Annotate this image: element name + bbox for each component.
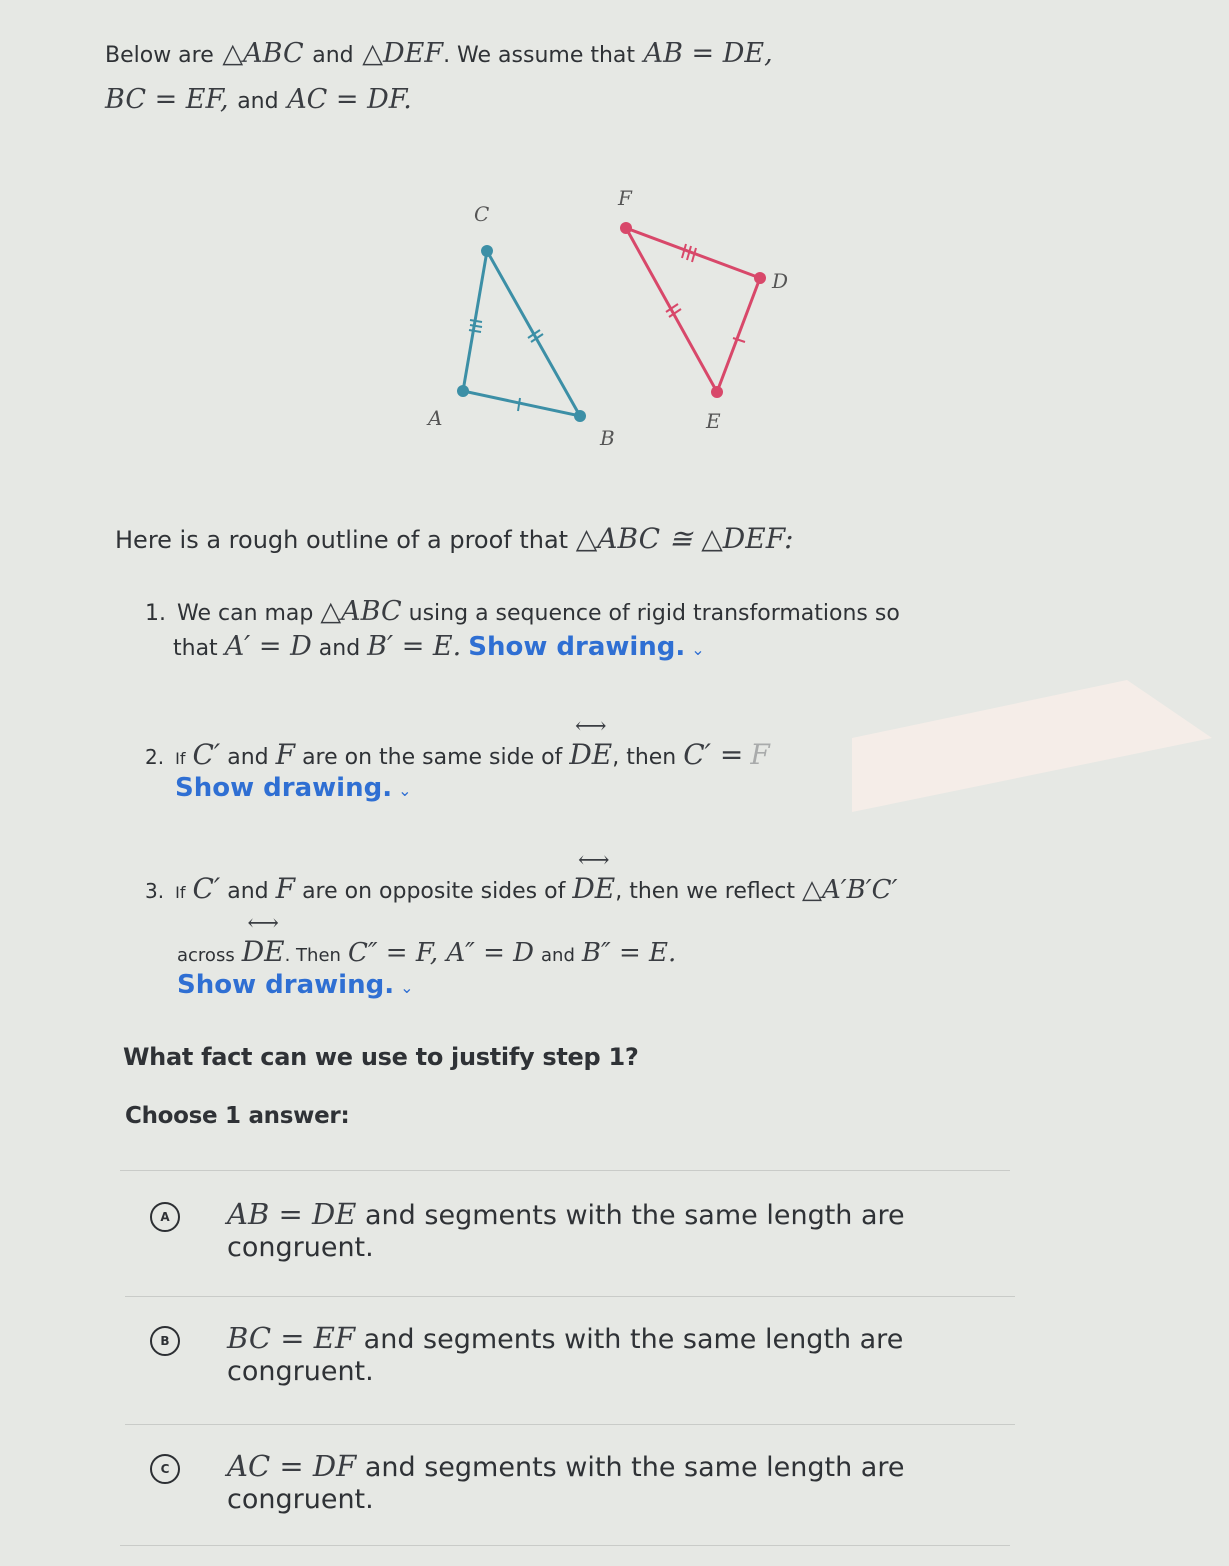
answer-choice-a[interactable]	[150, 1198, 990, 1288]
step-3-if: If	[175, 883, 186, 902]
triangle-def-sides	[626, 228, 760, 392]
choice-a-text-2: congruent.	[227, 1232, 374, 1263]
label-f: F	[618, 186, 632, 210]
step-2-show-drawing-label: Show drawing.	[175, 773, 393, 803]
label-e: E	[706, 409, 721, 433]
choice-divider	[125, 1424, 1015, 1425]
step-1-number: 1.	[145, 601, 166, 626]
step-3-triangle-prime: △A′B′C′	[802, 875, 898, 905]
step-1-show-drawing-button[interactable]	[468, 632, 704, 662]
intro-line-2	[105, 78, 1005, 124]
step-1-text-d: and	[318, 636, 361, 661]
point-a	[457, 385, 469, 397]
step-2-and: and	[227, 745, 269, 770]
point-d	[754, 272, 766, 284]
answer-choice-b-text	[227, 1322, 977, 1388]
intro-line-1	[105, 32, 1005, 78]
intro-eq-ab-de: AB = DE,	[643, 38, 773, 69]
intro-and: and	[312, 43, 354, 68]
step-2-text-c: , then	[612, 745, 677, 770]
proof-step-1	[145, 596, 1025, 662]
radio-a[interactable]	[150, 1202, 180, 1232]
step-3-show-drawing-button[interactable]	[177, 970, 413, 1000]
answer-choice-b[interactable]	[150, 1322, 990, 1412]
triangles-diagram	[400, 180, 840, 470]
radio-b[interactable]	[150, 1326, 180, 1356]
intro-below-are: Below are	[105, 43, 214, 68]
intro-we-assume: . We assume that	[443, 43, 636, 68]
proof-step-3	[145, 872, 1025, 1000]
step-2-f-result: F	[750, 738, 770, 771]
answer-choice-c-text	[227, 1450, 977, 1516]
step-3-text-c: , then we reflect	[615, 879, 795, 904]
step-1-text-b: using a sequence of rigid transformations so	[408, 601, 900, 626]
choice-divider	[120, 1545, 1010, 1546]
step-2-line-de: ⟷ DE	[569, 738, 612, 771]
choice-a-text: and segments with the same length are	[365, 1200, 905, 1231]
intro-and-2: and	[237, 89, 279, 114]
step-3-and: and	[227, 879, 269, 904]
step-3-then: . Then	[284, 945, 341, 966]
point-c	[481, 245, 493, 257]
step-2-if: If	[175, 749, 186, 768]
step-2-number: 2.	[145, 745, 165, 769]
label-c: C	[474, 202, 490, 226]
choice-b-text-2: congruent.	[227, 1356, 374, 1387]
triangle-abc-sides	[463, 251, 580, 416]
step-2-c-prime: C′	[192, 738, 221, 771]
intro-eq-ac-df: AC = DF.	[287, 84, 412, 115]
step-3-double-prime-eqs: C″ = F, A″ = D	[347, 938, 535, 968]
choose-instruction: Choose 1 answer:	[125, 1103, 350, 1129]
step-3-and-2: and	[541, 945, 575, 966]
outline-text: Here is a rough outline of a proof that	[115, 526, 569, 554]
step-2-f: F	[275, 738, 296, 771]
choice-c-text: and segments with the same length are	[364, 1452, 905, 1483]
point-b	[574, 410, 586, 422]
choice-c-text-2: congruent.	[227, 1484, 374, 1515]
choice-divider	[120, 1170, 1010, 1171]
step-3-show-drawing-label: Show drawing.	[177, 970, 395, 1000]
chevron-down-icon: ⌄	[400, 978, 414, 997]
step-3-c-prime: C′	[192, 872, 221, 905]
step-3-b-double-prime: B″ = E.	[581, 938, 677, 968]
choice-a-math: AB = DE	[227, 1197, 357, 1231]
step-3-line-de-2: ⟷ DE	[242, 935, 285, 968]
choice-b-text: and segments with the same length are	[363, 1324, 904, 1355]
intro-triangle-def: △DEF	[362, 38, 444, 69]
choice-divider	[125, 1296, 1015, 1297]
label-d: D	[772, 269, 789, 293]
intro-text	[105, 32, 1005, 124]
outline-statement: △ABC ≅ △DEF:	[575, 522, 794, 555]
proof-outline-intro	[115, 522, 1015, 555]
step-2-c-prime-eq: C′ =	[683, 738, 744, 771]
step-1-b-prime: B′ = E.	[367, 631, 462, 662]
step-3-line-de: ⟷ DE	[572, 872, 615, 905]
step-1-text-a: We can map	[177, 601, 314, 626]
radio-b-letter: B	[160, 1334, 170, 1348]
step-1-text-c: that	[173, 636, 218, 661]
chevron-down-icon: ⌄	[398, 781, 412, 800]
step-3-f: F	[275, 872, 296, 905]
triangle-abc	[426, 202, 615, 450]
step-3-text-b: are on opposite sides of	[302, 879, 566, 904]
step-1-triangle: △ABC	[320, 596, 402, 627]
radio-c[interactable]	[150, 1454, 180, 1484]
triangle-def	[617, 186, 788, 433]
answer-choice-a-text	[227, 1198, 977, 1264]
screen-glare	[852, 680, 1212, 820]
label-b: B	[600, 426, 615, 450]
step-1-show-drawing-label: Show drawing.	[468, 632, 686, 662]
label-a: A	[428, 406, 443, 430]
intro-eq-bc-ef: BC = EF,	[105, 84, 229, 115]
answer-choice-c[interactable]	[150, 1450, 990, 1540]
step-2-text-b: are on the same side of	[302, 745, 563, 770]
point-f	[620, 222, 632, 234]
step-3-number: 3.	[145, 879, 165, 903]
choice-b-math: BC = EF	[227, 1321, 356, 1355]
step-1-a-prime: A′ = D	[224, 631, 312, 662]
triangles-figure	[400, 180, 840, 470]
choice-c-math: AC = DF	[227, 1449, 357, 1483]
step-2-show-drawing-button[interactable]	[175, 773, 411, 803]
point-e	[711, 386, 723, 398]
step-3-across: across	[177, 945, 235, 966]
radio-a-letter: A	[160, 1210, 170, 1224]
chevron-down-icon: ⌄	[691, 640, 705, 659]
intro-triangle-abc: △ABC	[222, 38, 304, 69]
question-text: What fact can we use to justify step 1?	[123, 1043, 639, 1071]
radio-c-letter: C	[160, 1462, 170, 1476]
